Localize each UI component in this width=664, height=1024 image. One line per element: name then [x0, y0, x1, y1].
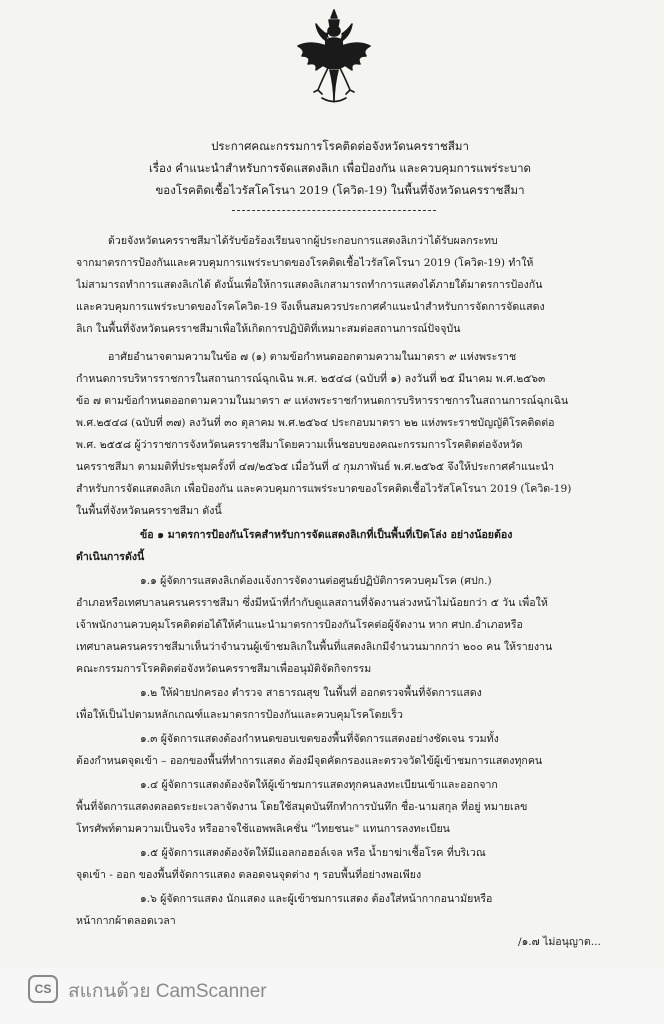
announcement-heading: ประกาศคณะกรรมการโรคติดต่อจังหวัดนครราชสีมา: [211, 139, 469, 153]
paragraph-line: สำหรับการจัดแสดงลิเก เพื่อป้องกัน และควบคุมการแพร่ระบาดของโรคติดเชื้อไวรัสโคโรนา 2019 (โควิด-19): [76, 483, 572, 495]
garuda-emblem-icon: [292, 6, 376, 106]
paragraph-line: นครราชสีมา ตามมติที่ประชุมครั้งที่ ๔๗/๒๕๖๕ เมื่อวันที่ ๔ กุมภาพันธ์ พ.ศ.๒๕๖๕ จึงให้ประกาศคำแนะนำ: [76, 461, 555, 473]
paragraph-line: ต้องกำหนดจุดเข้า – ออกของพื้นที่ทำการแสดง ต้องมีจุดคัดกรองและตรวจวัดไข้ผู้เข้าชมการแสดงทุกคน: [76, 755, 543, 767]
paragraph-line: และควบคุมการแพร่ระบาดของโรคโควิด-19 จึงเห็นสมควรประกาศคำแนะนำสำหรับการจัดการจัดแสดง: [76, 301, 545, 313]
paragraph-line: จากมาตรการป้องกันและควบคุมการแพร่ระบาดของโรคติดเชื้อไวรัสโคโรนา 2019 (โควิด-19) ทำให้: [76, 257, 534, 269]
paragraph-line: จุดเข้า - ออก ของพื้นที่จัดการแสดง ตลอดจนจุดต่าง ๆ รอบพื้นที่อย่างพอเพียง: [76, 869, 422, 881]
paragraph-line: ด้วยจังหวัดนครราชสีมาได้รับข้อร้องเรียนจากผู้ประกอบการแสดงลิเกว่าได้รับผลกระทบ: [108, 235, 498, 247]
clause-1-2: ๑.๒ ให้ฝ่ายปกครอง ตำรวจ สาธารณสุข ในพื้นที่ ออกตรวจพื้นที่จัดการแสดง: [140, 687, 482, 699]
clause-1-4: ๑.๔ ผู้จัดการแสดงต้องจัดให้ผู้เข้าชมการแสดงทุกคนลงทะเบียนเข้าและออกจาก: [140, 779, 498, 791]
clause-1-3: ๑.๓ ผู้จัดการแสดงต้องกำหนดขอบเขตของพื้นที่จัดการแสดงอย่างชัดเจน รวมทั้ง: [140, 733, 499, 745]
paragraph-line: โทรศัพท์ตามความเป็นจริง หรืออาจใช้แอพพลิเคชั่น "ไทยชนะ" แทนการลงทะเบียน: [76, 823, 450, 835]
announcement-subject: เรื่อง คำแนะนำสำหรับการจัดแสดงลิเก เพื่อป้องกัน และควบคุมการแพร่ระบาด: [148, 161, 532, 175]
scanner-watermark-text: สแกนด้วย CamScanner: [68, 981, 267, 1002]
announcement-subject-continued: ของโรคติดเชื้อไวรัสโคโรนา 2019 (โควิด-19) ในพื้นที่จังหวัดนครราชสีมา: [155, 183, 525, 197]
header-divider: [232, 210, 436, 211]
paragraph-line: พ.ศ.๒๕๔๘ (ฉบับที่ ๓๗) ลงวันที่ ๓๐ ตุลาคม พ.ศ.๒๕๖๔ ประกอบมาตรา ๒๒ แห่งพระราชบัญญัติโรคติดต่อ: [76, 417, 555, 429]
paragraph-line: คณะกรรมการโรคติดต่อจังหวัดนครราชสีมาเพื่ออนุมัติจัดกิจกรรม: [76, 663, 372, 675]
continued-next-page: /๑.๗ ไม่อนุญาต...: [518, 936, 601, 948]
paragraph-line: ลิเก ในพื้นที่จังหวัดนครราชสีมาเพื่อให้เกิดการปฏิบัติที่เหมาะสมต่อสถานการณ์ปัจจุบัน: [76, 323, 461, 335]
paragraph-line: ข้อ ๗ ตามข้อกำหนดออกตามความในมาตรา ๙ แห่งพระราชกำหนดการบริหารราชการในสถานการณ์ฉุกเฉิน: [76, 395, 569, 407]
paragraph-line: กำหนดการบริหารราชการในสถานการณ์ฉุกเฉิน พ.ศ. ๒๕๔๘ (ฉบับที่ ๑) ลงวันที่ ๒๕ มีนาคม พ.ศ.๒๕๖๓: [76, 373, 546, 385]
paragraph-line: ไม่สามารถทำการแสดงลิเกได้ ดังนั้นเพื่อให้การแสดงลิเกสามารถทำการแสดงได้ภายใต้มาตรการป้องกัน: [76, 279, 543, 291]
clause-1-5: ๑.๕ ผู้จัดการแสดงต้องจัดให้มีแอลกอฮอล์เจล หรือ น้ำยาฆ่าเชื้อโรค ที่บริเวณ: [140, 847, 486, 859]
paragraph-line: อาศัยอำนาจตามความในข้อ ๗ (๑) ตามข้อกำหนดออกตามความในมาตรา ๙ แห่งพระราช: [108, 351, 517, 363]
paragraph-line: หน้ากากผ้าตลอดเวลา: [76, 915, 176, 927]
paragraph-line: เพื่อให้เป็นไปตามหลักเกณฑ์และมาตรการป้องกันและควบคุมโรคโดยเร็ว: [76, 709, 403, 721]
clause-1-1: ๑.๑ ผู้จัดการแสดงลิเกต้องแจ้งการจัดงานต่อศูนย์ปฏิบัติการควบคุมโรค (ศปก.): [140, 575, 492, 587]
paragraph-line: พ.ศ. ๒๕๕๘ ผู้ว่าราชการจังหวัดนครราชสีมาโดยความเห็นชอบของคณะกรรมการโรคติดต่อจังหวัด: [76, 439, 523, 451]
paragraph-line: เจ้าพนักงานควบคุมโรคติดต่อได้ให้คำแนะนำมาตรการป้องกันโรคต่อผู้จัดงาน หาก ศปก.อำเภอหรือ: [76, 619, 523, 631]
paragraph-line: ในพื้นที่จังหวัดนครราชสีมา ดังนี้: [76, 505, 222, 517]
paragraph-line: อำเภอหรือเทศบาลนครนครราชสีมา ซึ่งมีหน้าที่กำกับดูแลสถานที่จัดงานล่วงหน้าไม่น้อยกว่า ๕ วัน เพื่อให้: [76, 597, 548, 609]
clause-1-6: ๑.๖ ผู้จัดการแสดง นักแสดง และผู้เข้าชมการแสดง ต้องใส่หน้ากากอนามัยหรือ: [140, 893, 493, 905]
paragraph-line: พื้นที่จัดการแสดงตลอดระยะเวลาจัดงาน โดยใช้สมุดบันทึกทำการบันทึก ชื่อ-นามสกุล ที่อยู่ หมายเลข: [76, 801, 528, 813]
section-heading-continued: ดำเนินการดังนี้: [76, 551, 145, 563]
camscanner-logo-icon: CS: [28, 975, 58, 1003]
paragraph-line: เทศบาลนครนครราชสีมาเห็นว่าจำนวนผู้เข้าชมลิเกในพื้นที่แสดงลิเกมีจำนวนมากกว่า ๒๐๐ คน ให้รายงาน: [76, 641, 553, 653]
section-heading: ข้อ ๑ มาตรการป้องกันโรคสำหรับการจัดแสดงลิเกที่เป็นพื้นที่เปิดโล่ง อย่างน้อยต้อง: [140, 529, 513, 541]
